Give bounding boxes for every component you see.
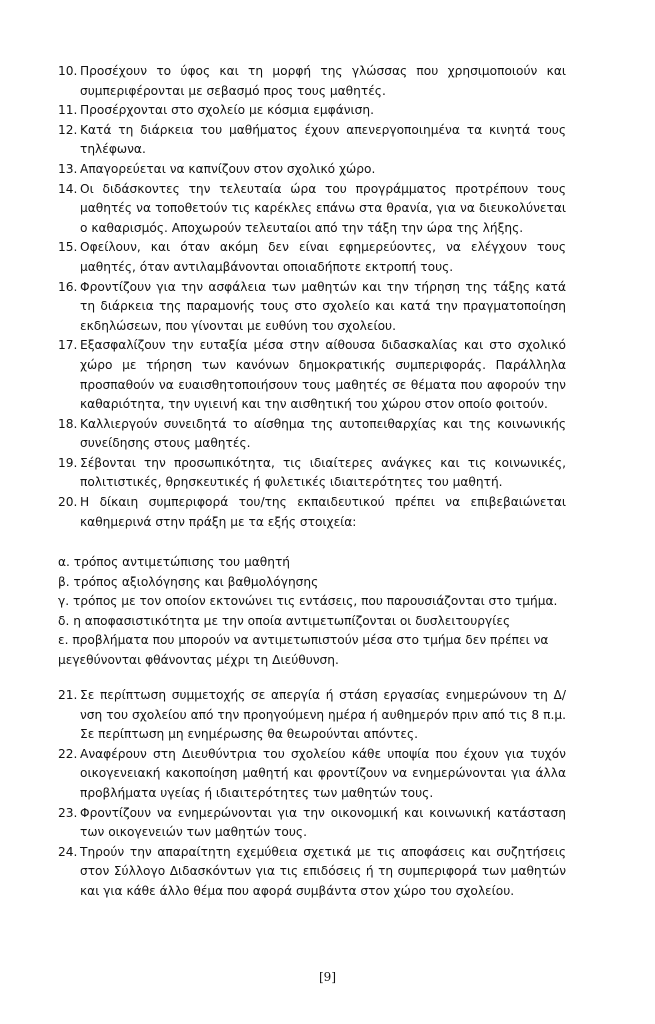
item-number: 15. <box>58 240 78 255</box>
item-number: 12. <box>58 122 78 137</box>
sub-item: δ. η αποφασιστικότητα με την οποία αντιμετωπίζονται οι δυσλειτουργίες <box>58 613 511 628</box>
item-text: Σε περίπτωση συμμετοχής σε απεργία ή στάση εργασίας ενημερώνουν τη Δ/νση του σχολείου από την προηγούμενη ημέρα ή αυθημερόν πριν από τις 8 π.μ. Σε περίπτωση μη ενημέρωσης θα θεωρούνται απόντες. <box>80 688 566 742</box>
list-item <box>58 843 566 902</box>
item-number: 14. <box>58 181 78 196</box>
sub-item: α. τρόπος αντιμετώπισης του μαθητή <box>58 555 291 569</box>
list-item <box>58 454 566 493</box>
list-item <box>58 278 566 337</box>
item-text: Φροντίζουν να ενημερώνονται για την οικονομική και κοινωνική κατάσταση των οικογενειών των μαθητών τους. <box>80 805 566 840</box>
list-item <box>58 62 566 101</box>
list-item <box>58 160 566 180</box>
item-text: Τηρούν την απαραίτητη εχεμύθεια σχετικά με τις αποφάσεις και συζητήσεις στον Σύλλογο Διδασκόντων για τις επιδόσεις ή τη συμπεριφορά των μαθητών και για κάθε άλλο θέμα που αφορά συμβάντα στον χώρο του σχολείου. <box>80 844 566 898</box>
list-item <box>58 745 566 804</box>
item-text: Εξασφαλίζουν την ευταξία μέσα στην αίθουσα διδασκαλίας και στο σχολικό χώρο με τήρηση των κανόνων δημοκρατικής συμπεριφοράς. Παράλληλα προσπαθούν να ευαισθητοποιήσουν τους μαθητές σε θέματα που αφορούν την καθαριότητα, την υγιεινή και την αισθητική του χώρου στον οποίο φοιτούν. <box>80 338 566 412</box>
item-number: 21. <box>58 688 78 702</box>
item-text: Οφείλουν, και όταν ακόμη δεν είναι εφημερεύοντες, να ελέγχουν τους μαθητές, όταν αντιλαμβάνονται οποιαδήποτε εκτροπή τους. <box>80 240 566 274</box>
page-number: [9] <box>319 970 336 984</box>
item-number: 17. <box>58 338 78 353</box>
list-item <box>58 238 566 277</box>
list-item <box>58 415 566 454</box>
sub-item: ε. προβλήματα που μπορούν να αντιμετωπιστούν μέσα στο τμήμα δεν πρέπει να μεγεθύνονται φθάνοντας μέχρι τη Διεύθυνση. <box>58 633 549 667</box>
item-text: Οι διδάσκοντες την τελευταία ώρα του προγράμματος προτρέπουν τους μαθητές να τοποθετούν τις καρέκλες επάνω στα θρανία, για να διευκολύνεται ο καθαρισμός. Αποχωρούν τελευταίοι από την τάξη την ώρα της λήξης. <box>80 181 566 235</box>
rules-list-part-1 <box>58 62 566 532</box>
sub-item: β. τρόπος αξιολόγησης και βαθμολόγησης <box>58 574 319 589</box>
list-item <box>58 804 566 843</box>
list-item <box>58 336 566 414</box>
item-number: 19. <box>58 455 78 470</box>
item-number: 22. <box>58 746 78 761</box>
item-text: Αναφέρουν στη Διευθύντρια του σχολείου κάθε υποψία που έχουν για τυχόν οικογενειακή κακοποίηση μαθητή και φροντίζουν να ενημερώνονται για άλλα προβλήματα υγείας ή ιδιαιτερότητες των μαθητών τους. <box>80 746 566 800</box>
item-number: 18. <box>58 416 78 431</box>
item-number: 13. <box>58 161 78 176</box>
list-item <box>58 686 566 745</box>
item-number: 11. <box>58 103 78 118</box>
item-number: 16. <box>58 279 78 294</box>
item-number: 10. <box>58 64 78 78</box>
sub-items-list <box>58 553 568 671</box>
list-item <box>58 101 566 121</box>
item-text: Η δίκαιη συμπεριφορά του/της εκπαιδευτικού πρέπει να επιβεβαιώνεται καθημερινά στην πράξη με τα εξής στοιχεία: <box>80 495 566 529</box>
list-item <box>58 180 566 239</box>
item-text: Προσέρχονται στο σχολείο με κόσμια εμφάνιση. <box>80 103 374 118</box>
item-text: Κατά τη διάρκεια του μαθήματος έχουν απενεργοποιημένα τα κινητά τους τηλέφωνα. <box>80 122 566 157</box>
item-text: Απαγορεύεται να καπνίζουν στον σχολικό χώρο. <box>80 161 376 176</box>
rules-list-part-2 <box>58 686 566 902</box>
item-text: Σέβονται την προσωπικότητα, τις ιδιαίτερες ανάγκες και τις κοινωνικές, πολιτιστικές, θρησκευτικές ή φυλετικές ιδιαιτερότητες του μαθητή. <box>80 455 566 490</box>
list-item <box>58 121 566 160</box>
item-text: Φροντίζουν για την ασφάλεια των μαθητών και την τήρηση της τάξης κατά τη διάρκεια της παραμονής τους στο σχολείο και κατά την πραγματοποίηση εκδηλώσεων, που γίνονται με ευθύνη του σχολείου. <box>80 279 566 333</box>
item-number: 20. <box>58 495 78 510</box>
item-number: 23. <box>58 805 78 820</box>
item-text: Καλλιεργούν συνειδητά το αίσθημα της αυτοπειθαρχίας και της κοινωνικής συνείδησης στους μαθητές. <box>80 416 566 451</box>
sub-item: γ. τρόπος με τον οποίον εκτονώνει τις εντάσεις, που παρουσιάζονται στο τμήμα. <box>58 594 558 609</box>
list-item <box>58 493 566 532</box>
item-number: 24. <box>58 844 78 859</box>
item-text: Προσέχουν το ύφος και τη μορφή της γλώσσας που χρησιμοποιούν και συμπεριφέρονται με σεβασμό προς τους μαθητές. <box>80 64 566 98</box>
